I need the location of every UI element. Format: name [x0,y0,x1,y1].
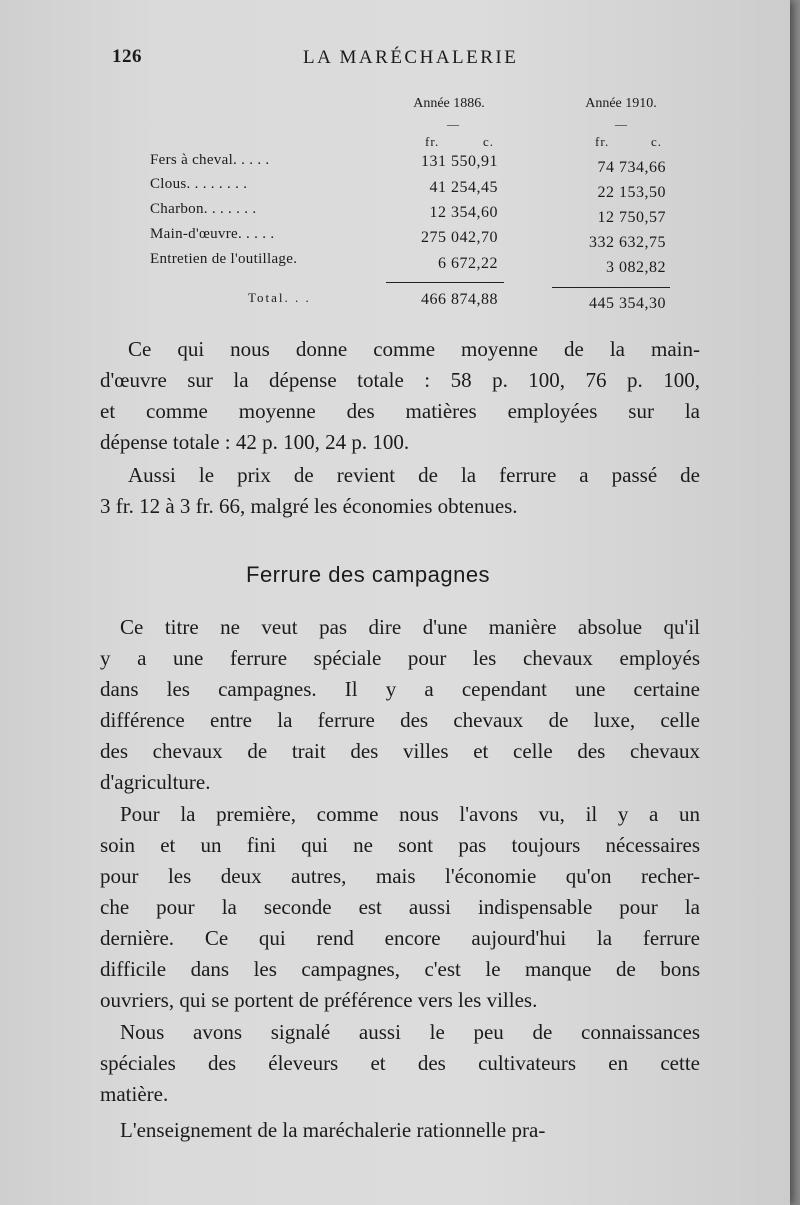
table-cell-1910: 332 632,75 [589,234,666,251]
text-line: et comme moyenne des matières employées sur la [100,399,700,423]
paragraph [100,1115,700,1146]
section-title: Ferrure des campagnes [246,562,491,587]
text-line: différence entre la ferrure des chevaux de luxe, celle [100,708,700,732]
paragraph [100,612,700,798]
column-header-1910: Année 1910. [585,96,657,111]
running-head: LA MARÉCHALERIE [303,47,519,68]
paragraph [100,799,700,1016]
unit-fr-1886: fr. [425,134,440,149]
text-line: dans les campagnes. Il y a cependant une certaine [100,677,700,701]
text-line: y a une ferrure spéciale pour les chevaux employés [100,646,700,670]
text-line: dépense totale : 42 p. 100, 24 p. 100. [100,430,410,454]
unit-dash-1886: — [447,117,459,131]
text-line: che pour la seconde est aussi indispensable pour la [100,895,700,919]
column-header-1886: Année 1886. [413,96,485,111]
unit-c-1886: c. [483,134,495,149]
text-line: Aussi le prix de revient de la ferrure a passé de [128,463,700,487]
total-label: Total. . . [248,290,311,305]
text-line: Ce titre ne veut pas dire d'une manière absolue qu'il [120,615,700,639]
text-line: Nous avons signalé aussi le peu de connaissances [120,1020,700,1044]
table-cell-1886: 131 550,91 [421,153,498,170]
total-rule-1910 [552,287,670,288]
text-line: L'enseignement de la maréchalerie rationnelle pra- [120,1118,546,1142]
unit-fr-1910: fr. [595,134,610,149]
text-line: des chevaux de trait des villes et celle des chevaux [100,739,700,763]
text-line: ouvriers, qui se portent de préférence vers les villes. [100,988,538,1012]
total-rule-1886 [386,282,504,283]
table-cell-1886: 275 042,70 [421,229,498,246]
text-line: pour les deux autres, mais l'économie qu'on recher- [100,864,700,888]
table-cell-1886: 6 672,22 [438,255,498,272]
table-row-label: Charbon. . . . . . . [150,201,257,217]
text-line: matière. [100,1082,169,1106]
table-cell-1910: 74 734,66 [597,159,666,176]
unit-c-1910: c. [651,134,663,149]
text-line: difficile dans les campagnes, c'est le manque de bons [100,957,700,981]
paragraph [100,460,700,522]
text-line: spéciales des éleveurs et des cultivateurs en cette [100,1051,700,1075]
text-line: soin et un fini qui ne sont pas toujours nécessaires [100,833,700,857]
table-row-label: Main-d'œuvre. . . . . [150,226,275,242]
text-line: 3 fr. 12 à 3 fr. 66, malgré les économies obtenues. [100,494,518,518]
table-cell-1910: 3 082,82 [606,259,666,276]
unit-dash-1910: — [615,117,627,131]
table-cell-1910: 22 153,50 [597,184,666,201]
text-line: Pour la première, comme nous l'avons vu, il y a un [120,802,700,826]
table-row-label: Clous. . . . . . . . [150,176,248,192]
text-line: d'œuvre sur la dépense totale : 58 p. 100, 76 p. 100, [100,368,700,392]
total-1910: 445 354,30 [589,295,666,312]
table-cell-1886: 12 354,60 [429,204,498,221]
table-cell-1910: 12 750,57 [597,209,666,226]
paragraph [100,1017,700,1110]
table-cell-1886: 41 254,45 [429,179,498,196]
table-row-label: Fers à cheval. . . . . [150,152,270,168]
page-number: 126 [112,46,142,67]
text-line: d'agriculture. [100,770,211,794]
text-line: Ce qui nous donne comme moyenne de la main- [128,337,700,361]
total-1886: 466 874,88 [421,291,498,308]
table-row-label: Entretien de l'outillage. [150,251,298,267]
paragraph [100,334,700,458]
text-line: dernière. Ce qui rend encore aujourd'hui la ferrure [100,926,700,950]
